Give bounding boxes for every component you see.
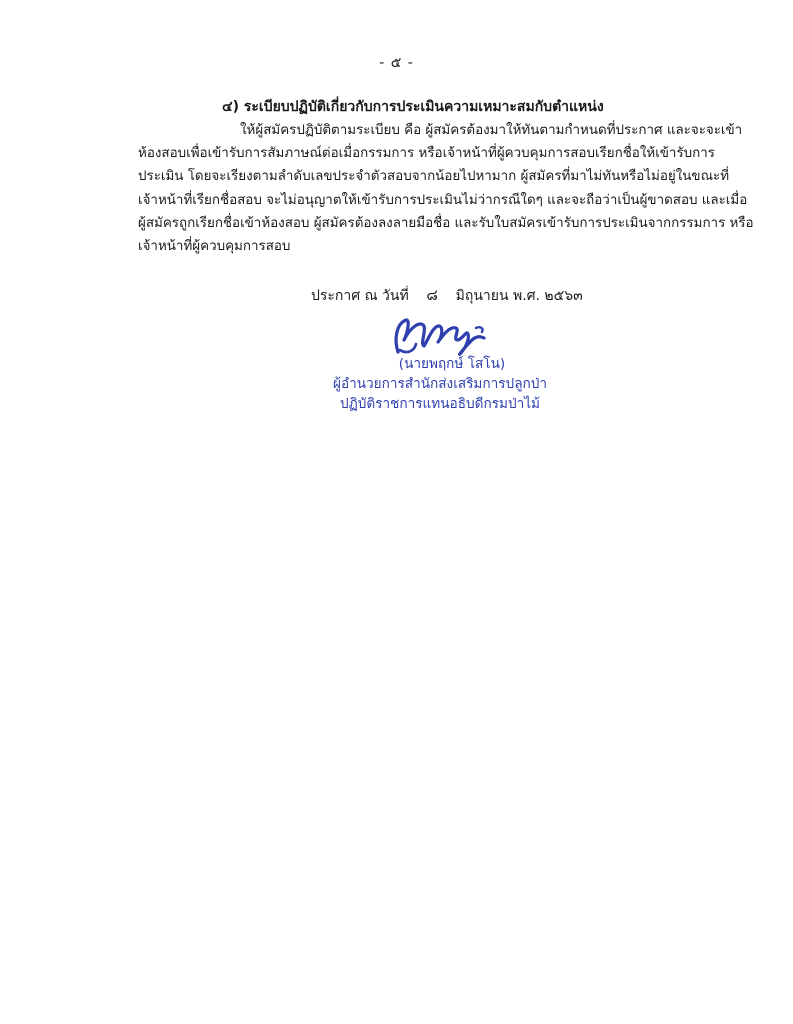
signatory-title-line2: ปฏิบัติราชการแทนอธิบดีกรมป่าไม้ (339, 396, 541, 412)
signatory-title-line1: ผู้อำนวยการสำนักส่งเสริมการปลูกป่า (332, 376, 548, 392)
body-line: ผู้สมัครถูกเรียกชื่อเข้าห้องสอบ ผู้สมัครต้องลงลายมือชื่อ และรับใบสมัครเข้ารับการประเมินจากกรรมการ หรือ (138, 215, 754, 231)
body-line: ประเมิน โดยจะเรียงตามลำดับเลขประจำตัวสอบจากน้อยไปหามาก ผู้สมัครที่มาไม่ทันหรือไม่อยู่ในขณะที่ (138, 169, 730, 185)
announcement-day: ๘ (426, 286, 438, 304)
section-heading: ๔) ระเบียบปฏิบัติเกี่ยวกับการประเมินความเหมาะสมกับตำแหน่ง (222, 99, 604, 115)
body-line: เจ้าหน้าที่ผู้ควบคุมการสอบ (138, 238, 291, 254)
body-paragraph (138, 119, 754, 258)
announcement-date (311, 283, 583, 307)
body-line: ให้ผู้สมัครปฏิบัติตามระเบียบ คือ ผู้สมัครต้องมาให้ทันตามกำหนดที่ประกาศ และจะจะเข้า (240, 123, 743, 138)
page-number: - ๕ - (379, 55, 414, 71)
announcement-prefix: ประกาศ ณ วันที่ (311, 288, 409, 304)
signatory-block (330, 354, 550, 414)
body-line: เจ้าหน้าที่เรียกชื่อสอบ จะไม่อนุญาตให้เข้ารับการประเมินไม่ว่ากรณีใดๆ และจะถือว่าเป็นผู้ขาดสอบ และเมื่อ (138, 192, 748, 208)
signatory-name: (นายพฤกษ์ โสโน) (398, 356, 506, 372)
body-line: ห้องสอบเพื่อเข้ารับการสัมภาษณ์ต่อเมื่อกรรมการ หรือเจ้าหน้าที่ผู้ควบคุมการสอบเรียกชื่อให้เข้ารับการ (138, 146, 715, 162)
announcement-suffix: มิถุนายน พ.ศ. ๒๕๖๓ (455, 288, 583, 304)
